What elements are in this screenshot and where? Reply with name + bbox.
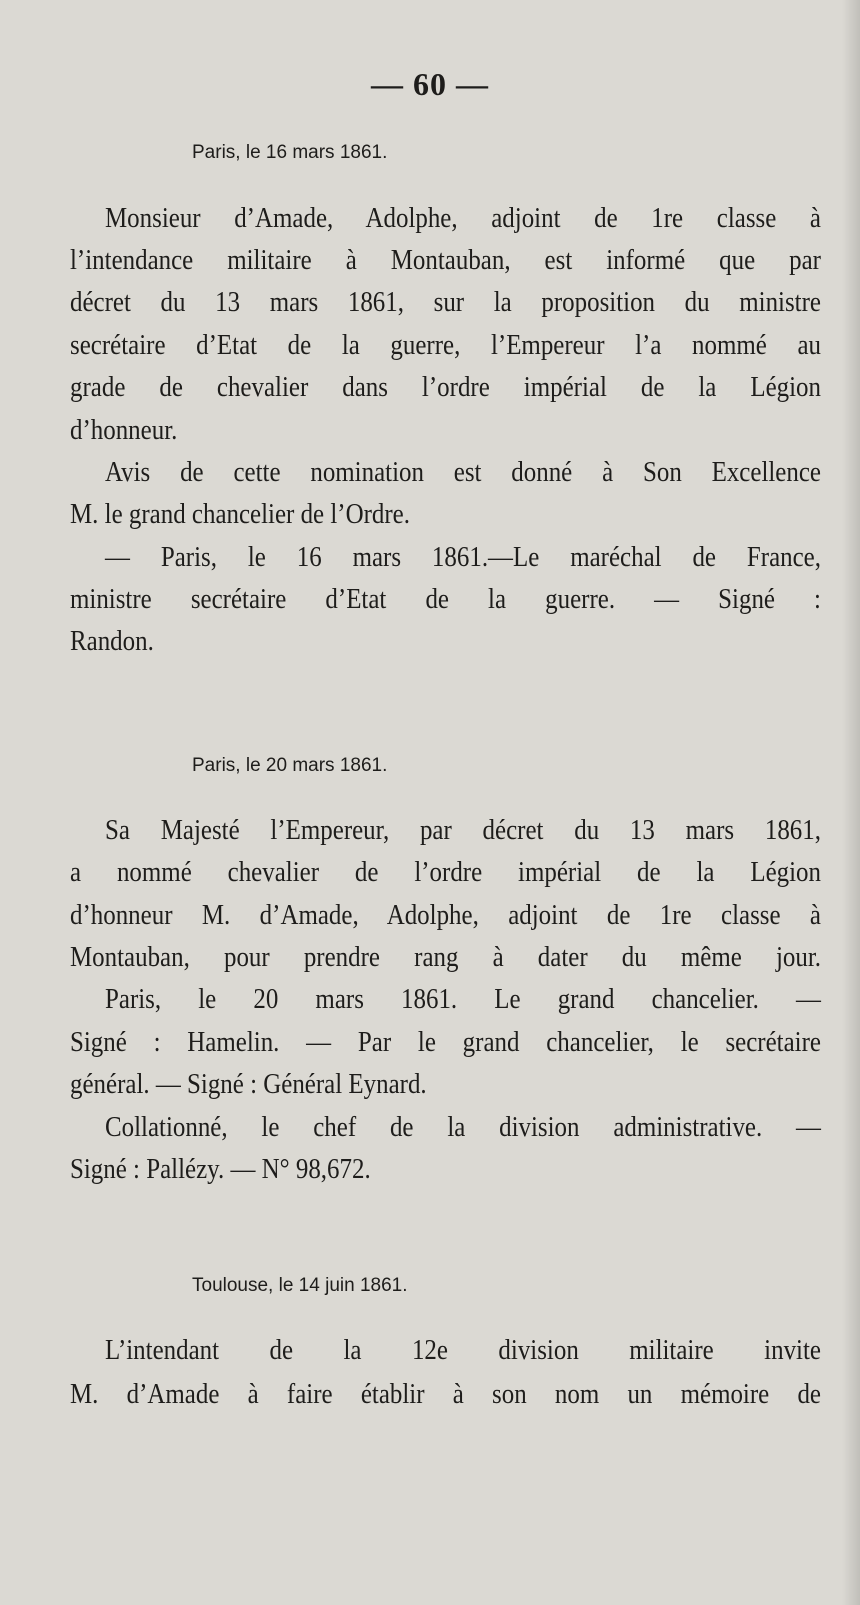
text-line: — Paris, le 16 mars 1861.—Le maréchal de France, [105,541,821,573]
text-line: ministre secrétaire d’Etat de la guerre. — Signé : [70,583,821,615]
text-line: Monsieur d’Amade, Adolphe, adjoint de 1re classe à [105,202,821,234]
text-line: grade de chevalier dans l’ordre impérial de la Légion [70,371,821,403]
text-line: M. d’Amade à faire établir à son nom un mémoire de [70,1378,821,1410]
text-line: décret du 13 mars 1861, sur la proposition du ministre [70,286,821,318]
dateline: Paris, le 16 mars 1861. [192,142,388,163]
text-line: L’intendant de la 12e division militaire invite [105,1334,821,1366]
text-line: a nommé chevalier de l’ordre impérial de la Légion [70,856,821,888]
text-line: Collationné, le chef de la division administrative. — [105,1111,821,1143]
dateline: Toulouse, le 14 juin 1861. [192,1275,408,1296]
text-line: Signé : Pallézy. — N° 98,672. [70,1153,371,1185]
text-line: d’honneur. [70,414,178,446]
page-number: — 60 — [371,66,489,102]
text-line: Randon. [70,625,154,657]
text-line: Montauban, pour prendre rang à dater du même jour. [70,941,821,973]
text-line: M. le grand chancelier de l’Ordre. [70,498,410,530]
text-line: Signé : Hamelin. — Par le grand chancelier, le secrétaire [70,1026,821,1058]
text-line: secrétaire d’Etat de la guerre, l’Empereur l’a nommé au [70,329,821,361]
text-line: Avis de cette nomination est donné à Son Excellence [105,456,821,488]
dateline: Paris, le 20 mars 1861. [192,755,388,776]
text-line: général. — Signé : Général Eynard. [70,1068,427,1100]
text-line: Sa Majesté l’Empereur, par décret du 13 mars 1861, [105,814,821,846]
text-line: d’honneur M. d’Amade, Adolphe, adjoint de 1re classe à [70,899,821,931]
text-line: Paris, le 20 mars 1861. Le grand chancelier. — [105,983,821,1015]
text-line: l’intendance militaire à Montauban, est informé que par [70,244,821,276]
